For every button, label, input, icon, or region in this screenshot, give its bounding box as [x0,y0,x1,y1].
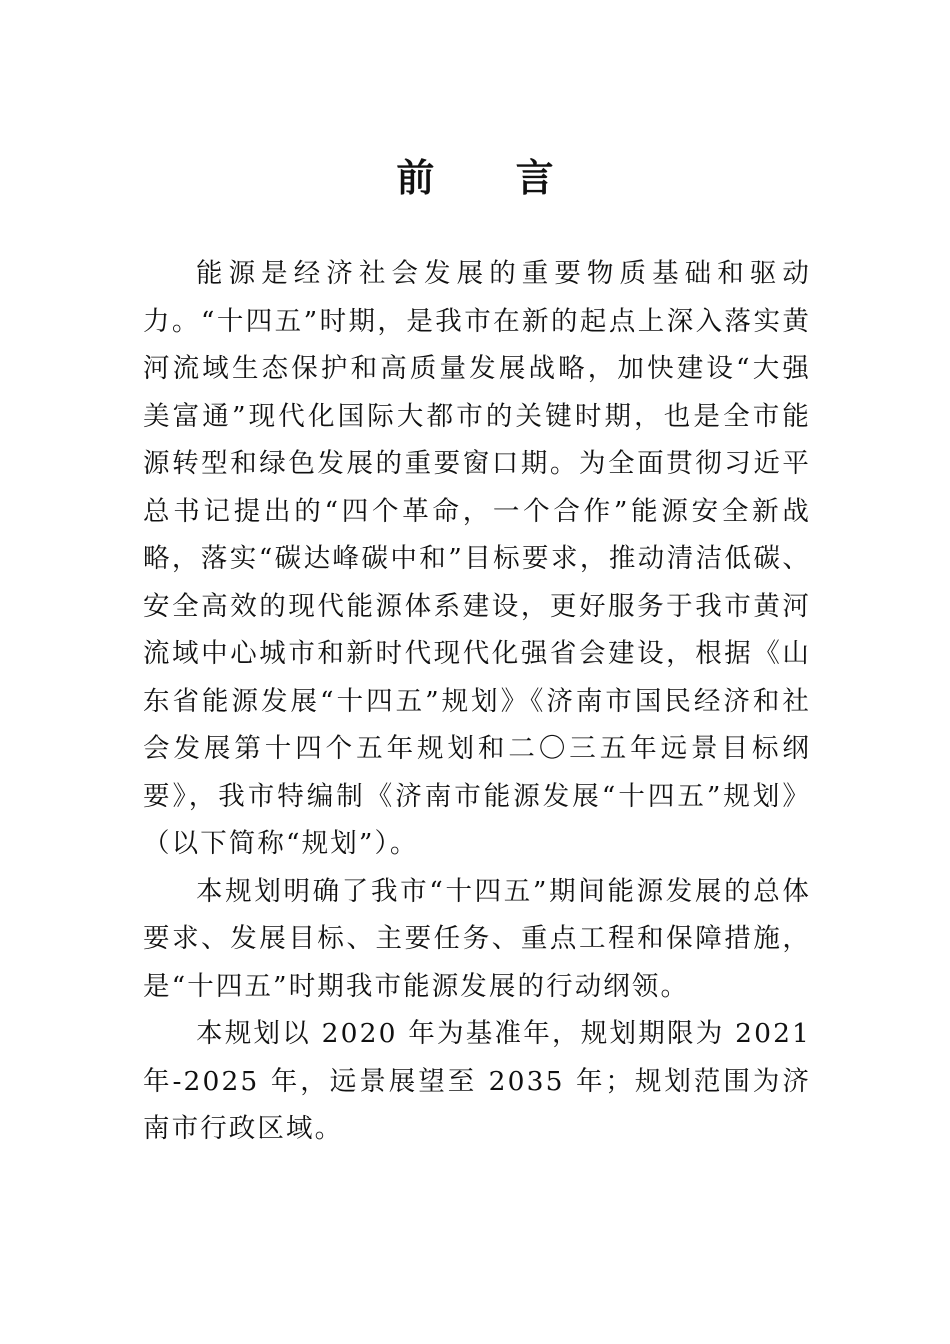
paragraph-intro: 能源是经济社会发展的重要物质基础和驱动力。“十四五”时期，是我市在新的起点上深入落实黄河流域生态保护和高质量发展战略，加快建设“大强美富通”现代化国际大都市的关键时期，也是全市能源转型和绿色发展的重要窗口期。为全面贯彻习近平总书记提出的“四个革命，一个合作”能源安全新战略，落实“碳达峰碳中和”目标要求，推动清洁低碳、安全高效的现代能源体系建设，更好服务于我市黄河流域中心城市和新时代现代化强省会建设，根据《山东省能源发展“十四五”规划》《济南市国民经济和社会发展第十四个五年规划和二〇三五年远景目标纲要》，我市特编制《济南市能源发展“十四五”规划》（以下简称“规划”）。 [143,258,811,859]
document-body [143,250,811,1153]
paragraph-period: 本规划以 2020 年为基准年，规划期限为 2021 年-2025 年，远景展望至 2035 年；规划范围为济南市行政区域。 [143,1018,811,1144]
page-title: 前 言 [396,155,588,200]
paragraph-scope: 本规划明确了我市“十四五”期间能源发展的总体要求、发展目标、主要任务、重点工程和保障措施，是“十四五”时期我市能源发展的行动纲领。 [143,875,811,1002]
